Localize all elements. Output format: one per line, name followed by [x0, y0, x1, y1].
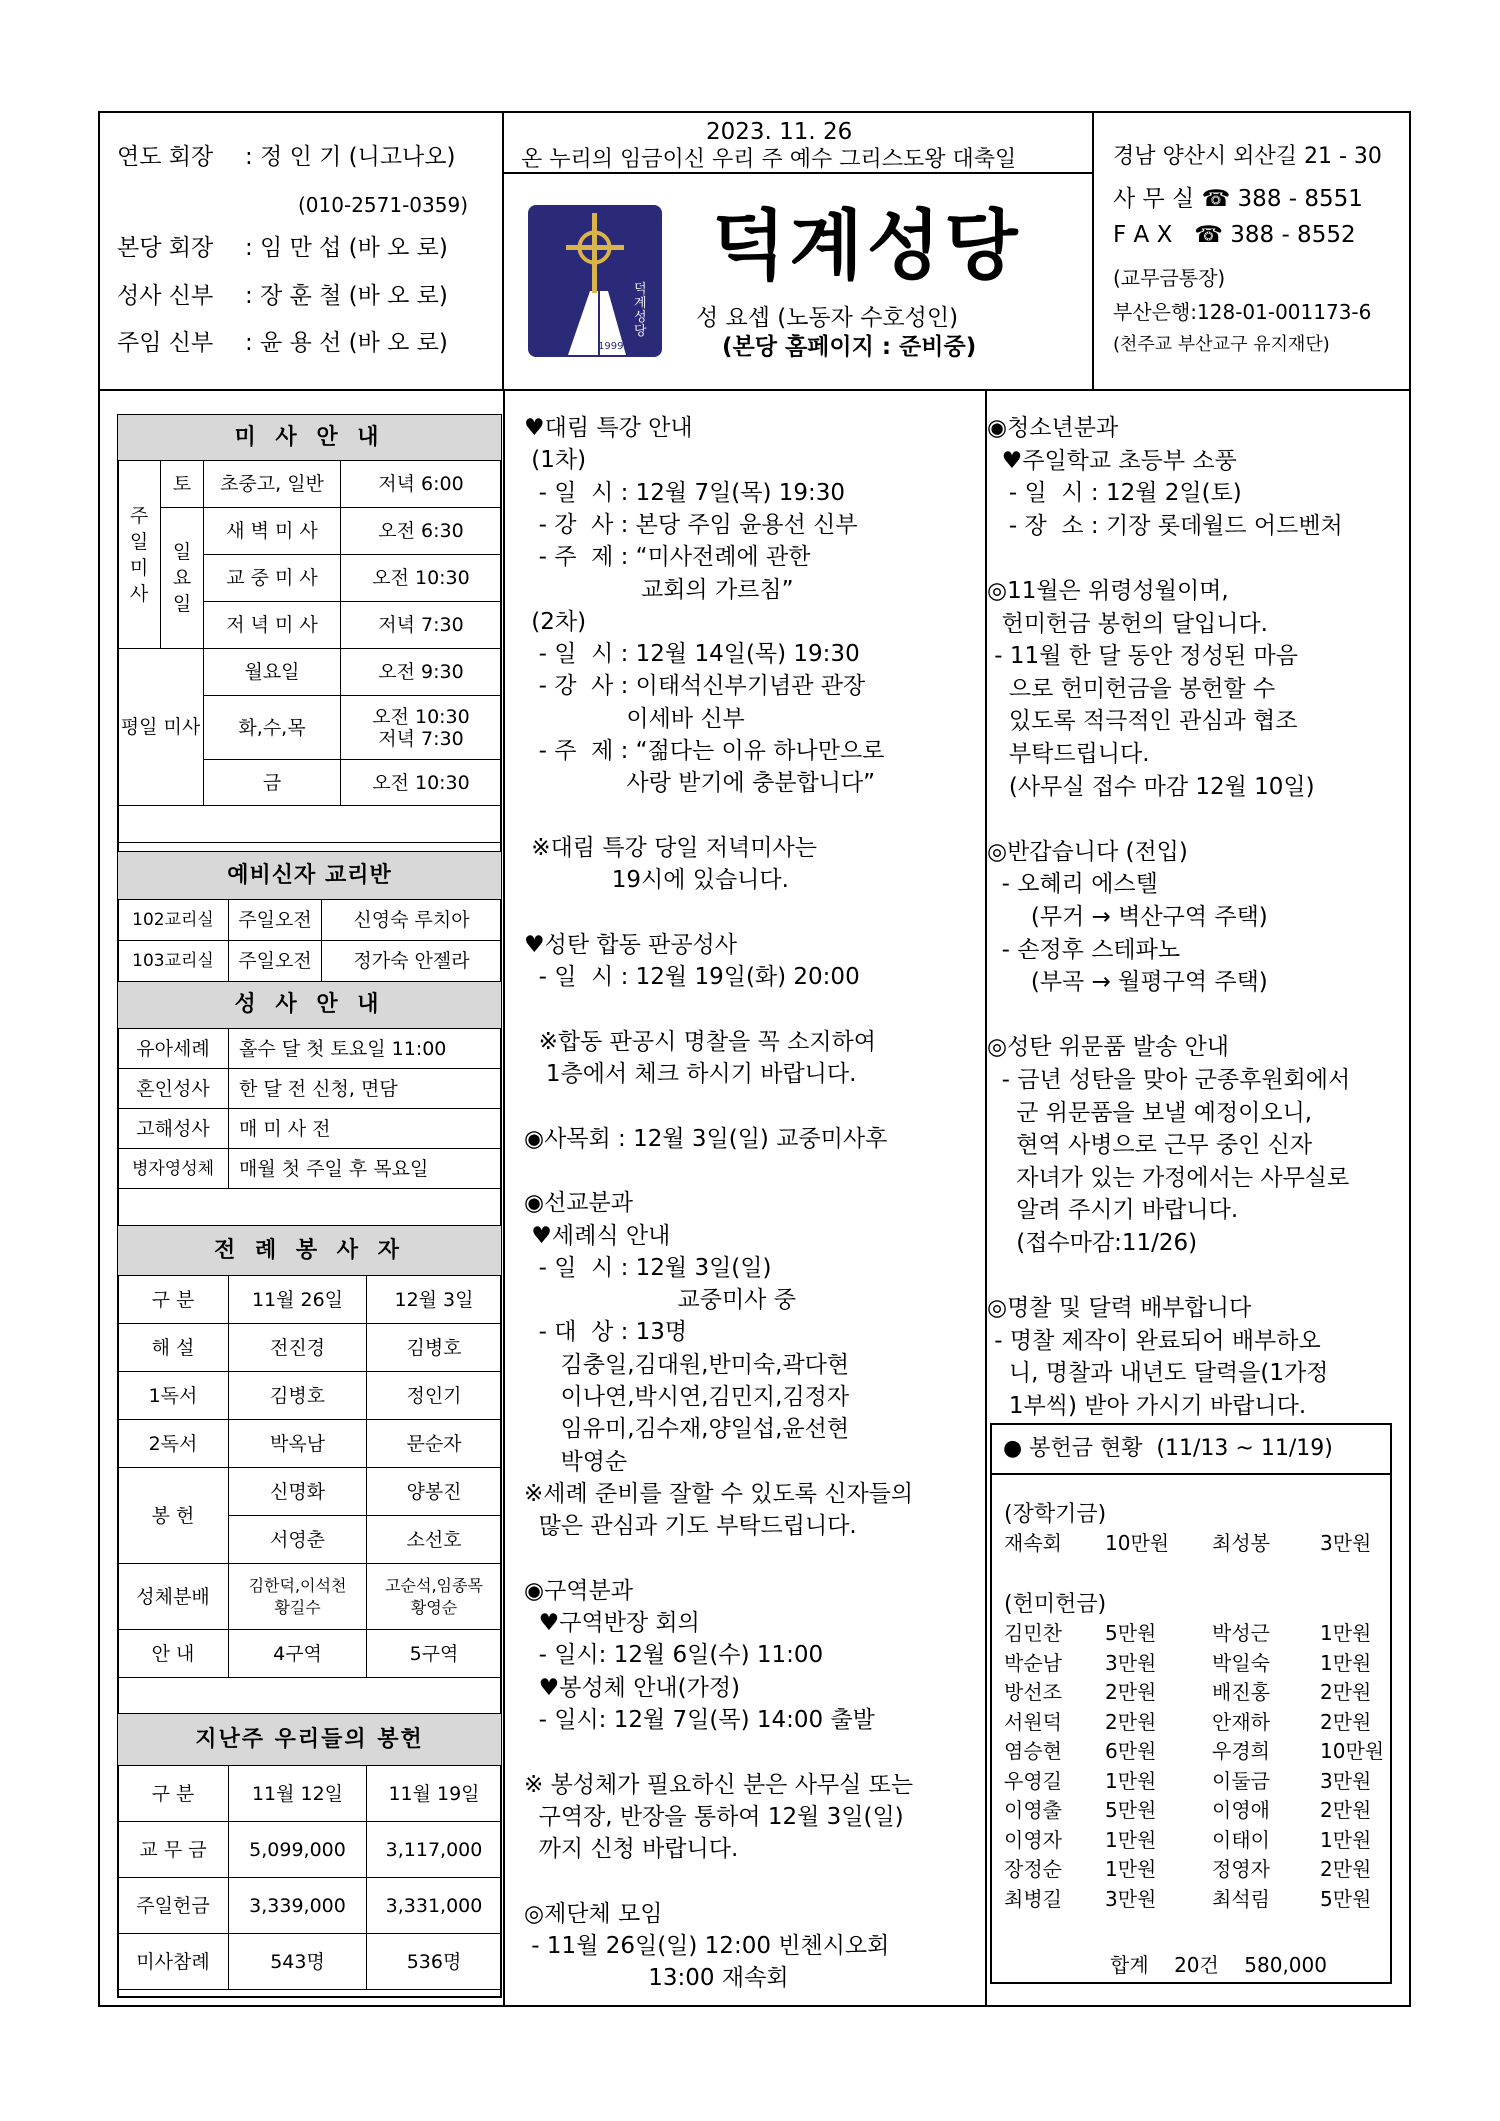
donation-amount: 3만원 [1105, 1650, 1157, 1675]
homepage-note: (본당 홈페이지 : 준비중) [722, 334, 977, 360]
right-notice-line: - 일 시 : 12월 2일(토) [987, 480, 1242, 507]
header-divider [98, 389, 1411, 391]
right-notice-line: - 11월 한 달 동안 정성된 마음 [987, 643, 1298, 670]
middle-notice-line: 19시에 있습니다. [524, 867, 789, 894]
server-name: 전진경 [229, 1324, 367, 1372]
fax-number: F A X ☎ 388 - 8552 [1113, 222, 1356, 248]
right-notice-line: ◎성탄 위문품 발송 안내 [987, 1034, 1229, 1061]
class-room: 103교리실 [118, 941, 229, 982]
sacrament-name: 혼인성사 [118, 1069, 229, 1109]
server-name: 정인기 [367, 1372, 502, 1420]
donation-donor: 최성봉 [1212, 1531, 1270, 1555]
mass-time: 오전 10:30 [341, 555, 502, 602]
offering-value: 543명 [229, 1934, 367, 1990]
middle-notice-line: - 강 사 : 본당 주임 윤용선 신부 [524, 511, 858, 538]
body-col-divider-1 [503, 389, 505, 2007]
donation-amount: 2만원 [1320, 1857, 1372, 1881]
right-notice-line: - 명찰 제작이 완료되어 배부하오 [987, 1327, 1321, 1354]
server-name: 박옥남 [229, 1420, 367, 1468]
weekday-day: 금 [204, 760, 341, 806]
right-notice-line: - 금년 성탄을 맞아 군종후원회에서 [987, 1067, 1351, 1093]
donation-donor: 재속회 [1004, 1531, 1062, 1555]
servers-role: 1독서 [118, 1372, 229, 1420]
servers-role: 해 설 [118, 1324, 229, 1372]
class-time: 주일오전 [229, 900, 322, 941]
mass-name: 교 중 미 사 [204, 555, 341, 602]
right-notice-line: 1부씩) 받아 가시기 바랍니다. [987, 1393, 1307, 1419]
middle-notice-line: - 일 시 : 12월 3일(일) [524, 1254, 772, 1281]
chairman-phone: (010-2571-0359) [298, 193, 469, 217]
header-col-divider-1 [502, 111, 504, 391]
donation-total: 합계 20건 580,000 [1110, 1953, 1327, 1977]
servers-title: 전 례 봉 사 자 [118, 1226, 502, 1276]
middle-notice-line: 사랑 받기에 충분합니다” [524, 770, 876, 797]
offering-head: 구 분 [118, 1766, 229, 1822]
donation-amount: 1만원 [1105, 1768, 1157, 1793]
donation-donor: 이영자 [1004, 1827, 1062, 1852]
donation-amount: 2만원 [1320, 1680, 1372, 1704]
servers-head: 12월 3일 [367, 1276, 502, 1324]
offering-value: 3,331,000 [367, 1878, 502, 1934]
donation-amount: 1만원 [1105, 1857, 1157, 1881]
right-notice-line: 현역 사병으로 근무 중인 신자 [987, 1132, 1313, 1159]
donation-amount: 3만원 [1105, 1886, 1157, 1911]
mass-schedule-table [117, 414, 502, 843]
class-teacher: 정가숙 안젤라 [322, 941, 502, 982]
middle-notice-line: 까지 신청 바랍니다. [524, 1836, 739, 1863]
servers-role: 성체분배 [118, 1564, 229, 1630]
middle-notice-line: ♥세례식 안내 [524, 1222, 671, 1249]
right-notice-line: 니, 명찰과 내년도 달력을(1가정 [987, 1360, 1329, 1387]
offering-value: 5,099,000 [229, 1822, 367, 1878]
donation-amount: 5만원 [1105, 1798, 1157, 1822]
sacrament-title: 성 사 안 내 [118, 982, 502, 1029]
sunday-mass-label: 주일미사 [118, 461, 161, 649]
donation-amount: 2만원 [1320, 1798, 1372, 1822]
right-notice-line: ◎반갑습니다 (전입) [987, 838, 1188, 865]
middle-notice-line: (1차) [524, 447, 587, 474]
middle-notice-line: ◉사목회 : 12월 3일(일) 교중미사후 [524, 1125, 888, 1152]
right-notice-line: 있도록 적극적인 관심과 협조 [987, 708, 1298, 735]
middle-notice-line: ♥성탄 합동 판공성사 [524, 931, 737, 958]
middle-notice-line: (2차) [524, 608, 587, 635]
donation-amount: 5만원 [1105, 1621, 1157, 1645]
donation-donor: 이영애 [1212, 1798, 1270, 1822]
donation-donor: 김민찬 [1004, 1621, 1062, 1645]
servers-table [117, 1225, 502, 1678]
middle-notice-line: ※ 봉성체가 필요하신 분은 사무실 또는 [524, 1771, 914, 1798]
right-notice-line: 군 위문품을 보낼 예정이오니, [987, 1099, 1313, 1126]
logo-year: 1999~ [598, 341, 632, 352]
middle-notice-line: - 일시: 12월 7일(목) 14:00 출발 [524, 1707, 875, 1733]
right-notice-line: ◎11월은 위령성월이며, [987, 578, 1229, 604]
server-name: 김병호 [229, 1372, 367, 1420]
patron-saint: 성 요셉 (노동자 수호성인) [696, 305, 959, 331]
middle-notice-line: 많은 관심과 기도 부탁드립니다. [524, 1513, 857, 1540]
weekday-day: 화,수,목 [204, 696, 341, 760]
middle-notice-line: - 일 시 : 12월 7일(목) 19:30 [524, 479, 846, 506]
donation-amount: 2만원 [1105, 1709, 1157, 1734]
servers-role: 안 내 [118, 1630, 229, 1678]
middle-notice-line: ♥대림 특강 안내 [524, 415, 693, 441]
sunday-label: 일요일 [161, 508, 204, 649]
server-name: 문순자 [367, 1420, 502, 1468]
mass-time: 저녁 6:00 [341, 461, 502, 508]
donation-amount: 6만원 [1105, 1739, 1157, 1763]
sacrament-value: 매월 첫 주일 후 목요일 [229, 1149, 502, 1189]
right-notice-line: - 장 소 : 기장 롯데월드 어드벤처 [987, 512, 1343, 539]
parish-president-value: : 임 만 섭 (바 오 로) [245, 235, 448, 261]
parish-logo [528, 205, 662, 357]
blank-row [118, 806, 502, 843]
donation-amount: 2만원 [1105, 1680, 1157, 1704]
communion-ministers-a: 김한덕,이석천 황길수 [229, 1564, 367, 1630]
donation-amount: 10만원 [1320, 1739, 1385, 1763]
middle-notice-line: - 주 제 : “젊다는 이유 하나만으로 [524, 738, 885, 764]
header-col-divider-2 [1092, 111, 1094, 391]
server-name: 김병호 [367, 1324, 502, 1372]
right-notice-line: ♥주일학교 초등부 소풍 [987, 447, 1237, 474]
weekday-time: 오전 10:30 [341, 760, 502, 806]
donation-donor: 염승현 [1004, 1739, 1062, 1763]
server-name: 양봉진 [367, 1468, 502, 1516]
sacrament-name: 고해성사 [118, 1109, 229, 1149]
middle-notice-line: 교회의 가르침” [524, 576, 794, 603]
donation-donor: 우경희 [1212, 1739, 1270, 1763]
parish-president-label: 본당 회장 [117, 235, 214, 261]
donation-amount: 3만원 [1320, 1768, 1372, 1793]
middle-notice-line: 13:00 재속회 [524, 1965, 789, 1992]
offering-name: 주일헌금 [118, 1878, 229, 1934]
middle-notice-line: 1층에서 체크 하시기 바랍니다. [524, 1061, 857, 1087]
middle-notice-line: - 일 시 : 12월 14일(목) 19:30 [524, 641, 860, 668]
donation-donor: 우영길 [1004, 1768, 1062, 1793]
saturday-label: 토 [161, 461, 204, 508]
sacrament-name: 유아세례 [118, 1029, 229, 1069]
mass-name: 초중고, 일반 [204, 461, 341, 508]
middle-notice-line: 박영순 [524, 1448, 628, 1475]
middle-notice-line: ◉구역분과 [524, 1577, 633, 1604]
middle-notice-line: - 강 사 : 이태석신부기념관 관장 [524, 673, 866, 700]
middle-notice-line: 이나연,박시연,김민지,김정자 [524, 1384, 850, 1410]
assistant-priest-label: 성사 신부 [117, 283, 214, 309]
right-notice-line: ◎명찰 및 달력 배부합니다 [987, 1295, 1252, 1322]
blank-row [118, 1189, 502, 1226]
mass-title: 미 사 안 내 [118, 415, 502, 461]
mass-name: 새 벽 미 사 [204, 508, 341, 555]
right-notice-line: 알려 주시기 바랍니다. [987, 1197, 1239, 1224]
sacrament-value: 매 미 사 전 [229, 1109, 502, 1149]
right-notice-line: (접수마감:11/26) [987, 1230, 1198, 1256]
middle-notice-line: ※대림 특강 당일 저녁미사는 [524, 834, 817, 861]
mass-time: 오전 6:30 [341, 508, 502, 555]
office-phone: 사 무 실 ☎ 388 - 8551 [1113, 186, 1363, 212]
servers-role: 봉 헌 [118, 1468, 229, 1564]
weekday-mass-label: 평일 미사 [118, 649, 204, 806]
donation-donor: 이태이 [1212, 1827, 1270, 1852]
middle-notice-line: ♥구역반장 회의 [524, 1610, 700, 1637]
donation-amount: 3만원 [1320, 1531, 1372, 1555]
bulletin-date: 2023. 11. 26 [706, 119, 853, 145]
parish-name: 덕계성당 [712, 201, 1022, 290]
servers-head: 11월 26일 [229, 1276, 367, 1324]
donation-amount: 1만원 [1320, 1650, 1372, 1675]
weekday-time: 오전 10:30 저녁 7:30 [341, 696, 502, 760]
communion-ministers-b: 고순석,임종목 황영순 [367, 1564, 502, 1630]
assistant-priest-value: : 장 훈 철 (바 오 로) [245, 283, 448, 309]
donation-amount: 1만원 [1320, 1827, 1372, 1852]
middle-notice-line: 임유미,김수재,양일섭,윤선현 [524, 1416, 850, 1443]
sacrament-value: 홀수 달 첫 토요일 11:00 [229, 1029, 502, 1069]
offering-head: 11월 19일 [367, 1766, 502, 1822]
donation-donor: 박성근 [1212, 1621, 1270, 1645]
middle-notice-line: ◎제단체 모임 [524, 1900, 663, 1927]
mass-time: 저녁 7:30 [341, 602, 502, 649]
right-notice-line: - 오혜리 에스텔 [987, 871, 1158, 898]
feast-title: 온 누리의 임금이신 우리 주 예수 그리스도왕 대축일 [521, 147, 1017, 172]
right-notice-line: 으로 헌미헌금을 봉헌할 수 [987, 675, 1276, 702]
middle-notice-line: ◉선교분과 [524, 1190, 633, 1217]
donation-donor: 박일숙 [1212, 1650, 1270, 1675]
donation-donor: 이둘금 [1212, 1768, 1270, 1793]
bank-account: 부산은행:128-01-001173-6 [1113, 300, 1372, 324]
rice-offering-label: (헌미헌금) [1004, 1592, 1107, 1617]
weekday-day: 월요일 [204, 649, 341, 696]
middle-notice-line: - 주 제 : “미사전례에 관한 [524, 544, 811, 571]
middle-notice-line: ※합동 판공시 명찰을 꼭 소지하여 [524, 1028, 876, 1055]
chairman-value: : 정 인 기 (니고나오) [245, 144, 456, 170]
catechumen-table [117, 851, 502, 982]
offering-title: 지난주 우리들의 봉헌 [118, 1714, 502, 1766]
account-label: (교무금통장) [1113, 266, 1226, 290]
donation-donor: 방선조 [1004, 1680, 1062, 1704]
mass-name: 저 녁 미 사 [204, 602, 341, 649]
sacrament-value: 한 달 전 신청, 면담 [229, 1069, 502, 1109]
middle-notice-line: - 대 상 : 13명 [524, 1319, 688, 1346]
class-room: 102교리실 [118, 900, 229, 941]
foundation: (천주교 부산교구 유지재단) [1113, 334, 1330, 355]
servers-head: 구 분 [118, 1276, 229, 1324]
address: 경남 양산시 외산길 21 - 30 [1113, 144, 1382, 169]
donation-donor: 이영출 [1004, 1798, 1062, 1822]
class-time: 주일오전 [229, 941, 322, 982]
donation-donor: 최석림 [1212, 1886, 1270, 1911]
middle-notice-line: ♥봉성체 안내(가정) [524, 1674, 741, 1701]
pastor-label: 주임 신부 [117, 330, 214, 356]
right-notice-line: - 손정후 스테파노 [987, 936, 1181, 963]
pastor-value: : 윤 용 선 (바 오 로) [245, 330, 448, 356]
offering-value: 3,339,000 [229, 1878, 367, 1934]
servers-role: 2독서 [118, 1420, 229, 1468]
logo-vertical-text: 덕계성당 [634, 282, 647, 339]
right-notice-line: 부탁드립니다. [987, 741, 1150, 767]
donation-donor: 정영자 [1212, 1857, 1270, 1881]
right-notice-line: 헌미헌금 봉헌의 달입니다. [987, 610, 1268, 637]
class-teacher: 신영숙 루치아 [322, 900, 502, 941]
sacrament-table [117, 981, 502, 1226]
chairman-label: 연도 회장 [117, 144, 214, 170]
donation-donor: 배진홍 [1212, 1680, 1270, 1704]
offering-head: 11월 12일 [229, 1766, 367, 1822]
offering-value: 3,117,000 [367, 1822, 502, 1878]
donation-donor: 최병길 [1004, 1886, 1062, 1911]
offering-value: 536명 [367, 1934, 502, 1990]
right-notice-line: 자녀가 있는 가정에서는 사무실로 [987, 1164, 1350, 1191]
donation-amount: 2만원 [1320, 1709, 1372, 1734]
offering-name: 미사참례 [118, 1934, 229, 1990]
server-name: 4구역 [229, 1630, 367, 1678]
middle-notice-line: 구역장, 반장을 통하여 12월 3일(일) [524, 1803, 904, 1830]
offering-name: 교 무 금 [118, 1822, 229, 1878]
right-notice-line: (무거 → 벽산구역 주택) [987, 904, 1268, 930]
sacrament-name: 병자영성체 [118, 1149, 229, 1189]
server-name: 서영춘 [229, 1516, 367, 1564]
donation-amount: 1만원 [1105, 1827, 1157, 1852]
server-name: 소선호 [367, 1516, 502, 1564]
right-notice-line: (부곡 → 월평구역 주택) [987, 969, 1268, 996]
donation-donor: 서원덕 [1004, 1709, 1062, 1734]
donation-amount: 5만원 [1320, 1886, 1372, 1911]
middle-notice-line: - 일 시 : 12월 19일(화) 20:00 [524, 964, 860, 991]
middle-notice-line: 이세바 신부 [524, 705, 745, 732]
right-notice-line: ◉청소년분과 [987, 415, 1119, 441]
middle-notice-line: 교중미사 중 [524, 1287, 796, 1314]
right-notice-line: (사무실 접수 마감 12월 10일) [987, 773, 1315, 800]
donation-amount: 10만원 [1105, 1531, 1170, 1555]
donation-title: ● 봉헌금 현황 (11/13 ~ 11/19) [1003, 1436, 1333, 1461]
offering-table [117, 1713, 502, 1990]
donation-title-divider [990, 1473, 1392, 1475]
donation-donor: 안재하 [1212, 1709, 1270, 1734]
server-name: 신명화 [229, 1468, 367, 1516]
middle-notice-line: - 일시: 12월 6일(수) 11:00 [524, 1642, 824, 1669]
middle-notice-line: ※세례 준비를 잘할 수 있도록 신자들의 [524, 1480, 914, 1507]
donation-amount: 1만원 [1320, 1621, 1372, 1645]
catechumen-title: 예비신자 교리반 [118, 852, 502, 900]
middle-notice-line: - 11월 26일(일) 12:00 빈첸시오회 [524, 1933, 890, 1960]
weekday-time: 오전 9:30 [341, 649, 502, 696]
middle-notice-line: 김충일,김대원,반미숙,곽다현 [524, 1351, 850, 1378]
donation-donor: 박순남 [1004, 1650, 1062, 1675]
scholarship-label: (장학기금) [1004, 1502, 1107, 1527]
server-name: 5구역 [367, 1630, 502, 1678]
donation-donor: 장정순 [1004, 1857, 1062, 1881]
